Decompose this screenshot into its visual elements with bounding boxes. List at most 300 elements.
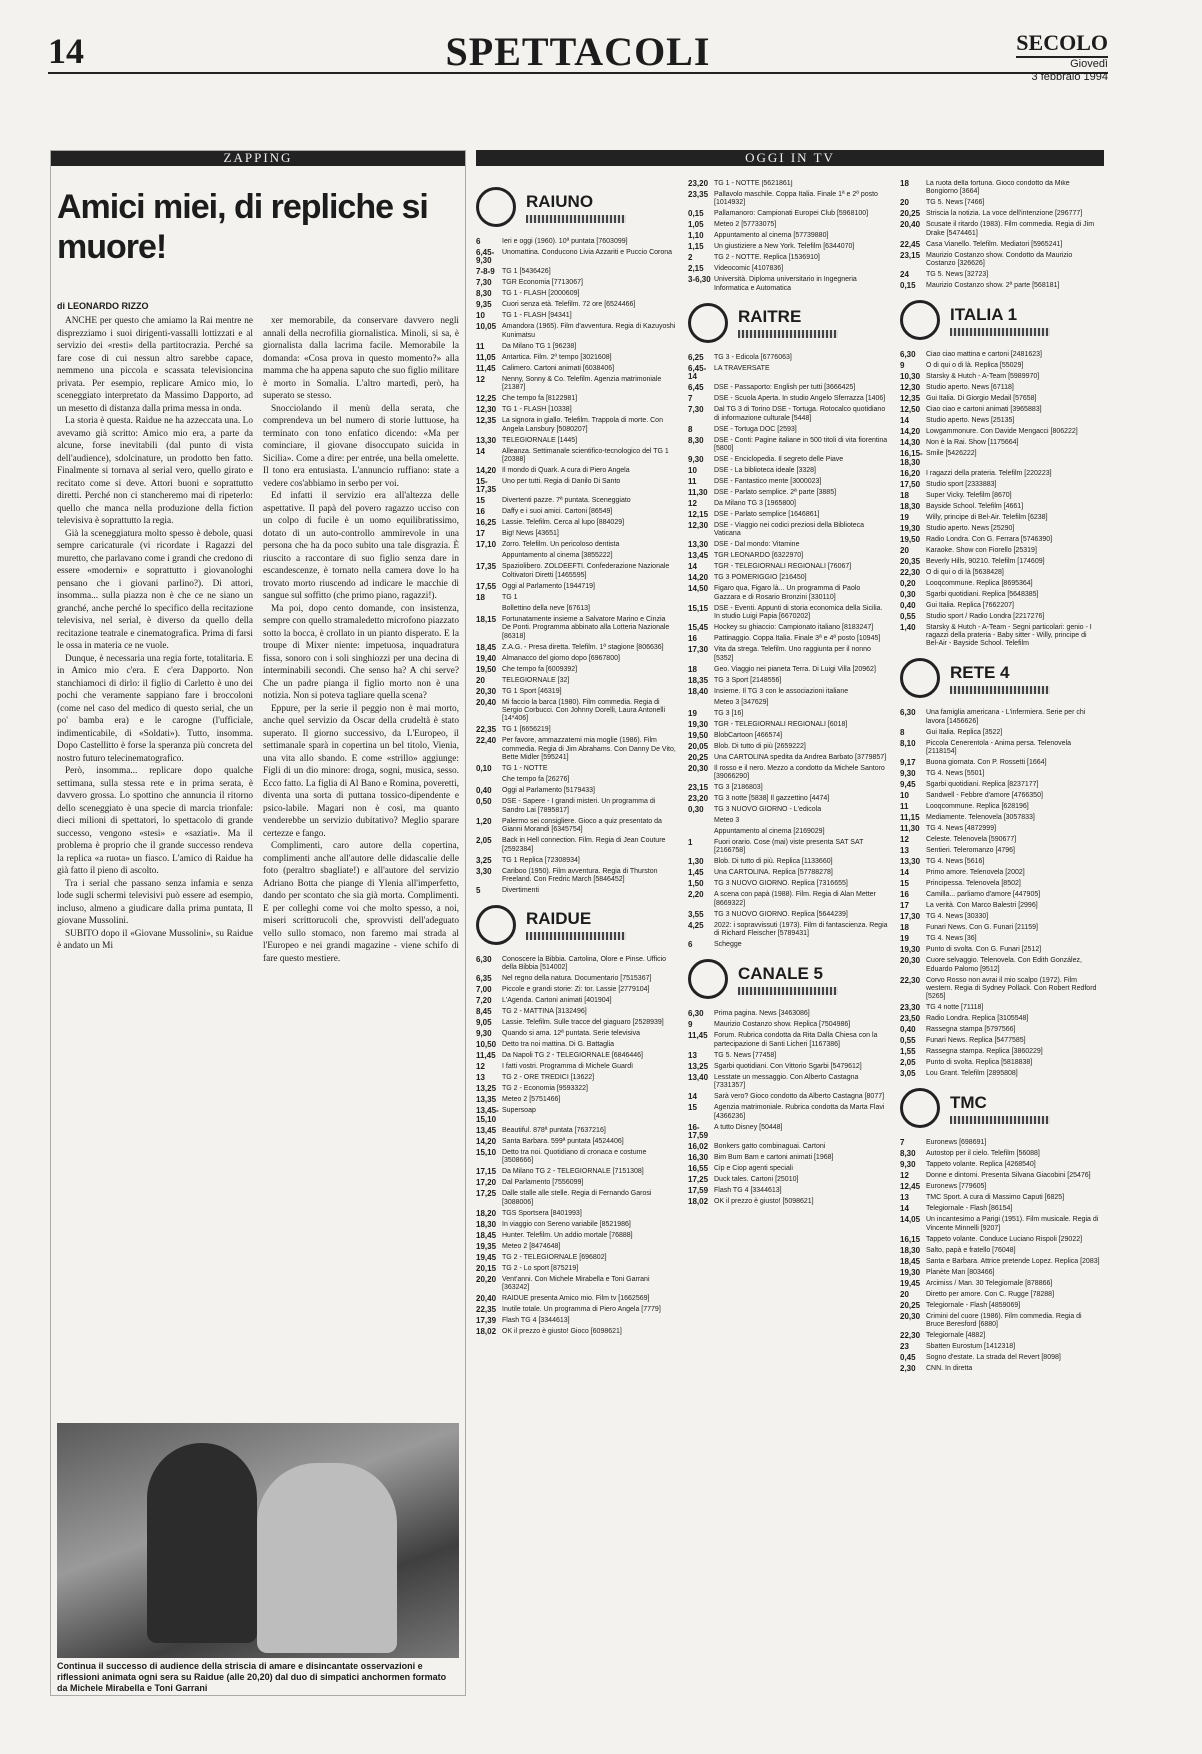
program-row bbox=[476, 688, 676, 696]
program-title: OK il prezzo è giusto! Gioco [6098621] bbox=[502, 1327, 622, 1335]
program-time: 22,30 bbox=[900, 567, 921, 577]
program-time: 11 bbox=[688, 477, 697, 487]
program-row bbox=[688, 765, 888, 782]
program-title: Forum. Rubrica condotta da Rita Dalla Chiesa con la partecipazione di Santi Licheri [1167386] bbox=[714, 1032, 878, 1048]
program-title: TG 3 Sport [2148556] bbox=[714, 676, 782, 684]
program-title: Bonkers gatto combinaguai. Cartoni bbox=[714, 1142, 826, 1150]
program-row bbox=[900, 558, 1100, 566]
program-row bbox=[476, 857, 676, 865]
program-row bbox=[900, 613, 1100, 621]
program-time: 8,45 bbox=[476, 1007, 492, 1017]
program-row bbox=[900, 1183, 1100, 1191]
program-title: La ruota della fortuna. Gioco condotto da Mike Bongiorno [3664] bbox=[926, 180, 1070, 196]
program-title: Autostop per il cielo. Telefilm [56088] bbox=[926, 1150, 1040, 1158]
program-row bbox=[688, 1032, 888, 1049]
photo-figure-right bbox=[257, 1463, 397, 1653]
program-time: 7-8-9 bbox=[476, 267, 495, 277]
program-title: Flash TG 4 [3344613] bbox=[502, 1316, 570, 1324]
program-row bbox=[688, 406, 888, 423]
program-time bbox=[688, 828, 714, 836]
program-title: Unomattina. Conducono Livia Azzariti e Puccio Corona bbox=[502, 249, 673, 256]
program-row bbox=[900, 395, 1100, 403]
program-time: 1,20 bbox=[476, 816, 492, 826]
program-title: Lowgammonure. Con Davide Mengacci [806222] bbox=[926, 428, 1078, 436]
program-time: 17 bbox=[900, 901, 909, 911]
tv-listings bbox=[476, 150, 1104, 1696]
program-row bbox=[688, 522, 888, 539]
program-row bbox=[900, 836, 1100, 844]
program-row bbox=[688, 1010, 888, 1018]
program-title: Oggi al Parlamento [1944719] bbox=[502, 582, 596, 590]
program-title: Conoscere la Bibbia. Cartolina, Olore e Pinse. Ufficio della Bibbia [514002] bbox=[502, 955, 667, 972]
program-title: Cuore selvaggio. Telenovela. Con Edith González, Eduardo Palomo [9512] bbox=[926, 957, 1082, 973]
program-time: 3-6,30 bbox=[688, 275, 711, 285]
article-paragraph: Eppure, per la serie il peggio non è mai morto, anche quel servizio da Oscar della crudeltà è stato superato. Il giorno successivo, da L'Europeo, il settimanale sparà in copertina un bel titolo, Vienia, una vita allo sbando. E come «strillo» aggiunge: Figli di un dio minore: droga, sogni, musica, sesso. Ecco fatto. La figlia di Al Bano e Romina, poveretti, diventa una sorta di puttana tossico-dipendente e psico-labile. Magari non è così, ma quanto venderebbe un servizio dubitativo? Meglio sparare certezze e fango. bbox=[263, 703, 459, 839]
article-paragraph: xer memorabile, da conservare davvero negli annali della necrofilia giornalistica. Minoli, si sa, è giornalista dalla lacrima facile. Memorabile la domanda: «Cosa prova in questo momento?» alla mamma che ha appena saputo che suo figlio militare è morto in Somalia. L'altro martedì, però, ha superato se stesso. bbox=[263, 316, 459, 401]
program-time: 12 bbox=[688, 499, 697, 509]
program-title: Rassegna stampa. Replica [3860229] bbox=[926, 1048, 1043, 1056]
program-row bbox=[476, 666, 676, 674]
program-time: 12,30 bbox=[476, 405, 497, 415]
program-time: 20,30 bbox=[900, 956, 921, 966]
channel-logo-icon bbox=[900, 658, 940, 698]
program-row bbox=[476, 776, 676, 784]
program-row bbox=[476, 1085, 676, 1093]
article-byline: di LEONARDO RIZZO bbox=[57, 301, 149, 311]
program-time: 19,45 bbox=[476, 1252, 497, 1262]
program-row bbox=[688, 232, 888, 240]
program-title: Spaziolibero. ZOLDEEFTI. Confederazione Nazionale Coltivatori Diretti [1465595] bbox=[502, 563, 670, 579]
program-time: 17,20 bbox=[476, 1178, 497, 1188]
program-row bbox=[900, 759, 1100, 767]
program-title: Non è la Rai. Show [1175664] bbox=[926, 439, 1019, 447]
program-time: 3,30 bbox=[476, 866, 492, 876]
program-time: 19,35 bbox=[476, 1241, 497, 1251]
program-time: 2,20 bbox=[688, 890, 704, 900]
program-time: 3,05 bbox=[900, 1069, 916, 1079]
program-title: Hockey su ghiaccio: Campionato italiano [8183247] bbox=[714, 624, 874, 632]
program-title: Meteo 3 [347629] bbox=[714, 698, 769, 706]
program-time: 7,20 bbox=[476, 996, 492, 1006]
program-row bbox=[476, 1052, 676, 1060]
program-row bbox=[900, 210, 1100, 218]
program-time: 1,30 bbox=[688, 857, 704, 867]
program-title: RAIDUE presenta Amico mio. Film tv [1662569] bbox=[502, 1294, 650, 1302]
program-row bbox=[476, 616, 676, 641]
channel-logo-icon bbox=[900, 1088, 940, 1128]
program-row bbox=[900, 428, 1100, 436]
program-time: 17,10 bbox=[476, 540, 497, 550]
program-row bbox=[688, 624, 888, 632]
program-title: Da Napoli TG 2 - TELEGIORNALE [6846446] bbox=[502, 1052, 643, 1060]
program-title: TG 4 notte [71118] bbox=[926, 1004, 984, 1012]
program-time: 12,45 bbox=[900, 1182, 921, 1192]
program-row bbox=[476, 279, 676, 287]
program-time: 13,40 bbox=[688, 1072, 709, 1082]
program-title: Buona giornata. Con P. Rossetti [1664] bbox=[926, 759, 1047, 767]
program-row bbox=[688, 210, 888, 218]
program-time: 17,39 bbox=[476, 1315, 497, 1325]
channel-name: RAITRE bbox=[738, 307, 802, 327]
program-title: TG 1 [6656219] bbox=[502, 726, 551, 734]
program-title: Nel regno della natura. Documentario [7515367] bbox=[502, 975, 652, 983]
program-row bbox=[900, 351, 1100, 359]
program-time: 1,10 bbox=[688, 231, 704, 241]
program-time: 0,40 bbox=[900, 600, 916, 610]
program-row bbox=[900, 536, 1100, 544]
program-time: 20,25 bbox=[900, 1300, 921, 1310]
program-title: TG 2 - Economia [9593322] bbox=[502, 1085, 588, 1093]
listing-column-3 bbox=[900, 180, 1100, 1698]
program-row bbox=[476, 1096, 676, 1104]
program-time: 16,55 bbox=[688, 1163, 709, 1173]
program-time: 10 bbox=[688, 466, 697, 476]
program-title: Celeste. Telenovela [590677] bbox=[926, 836, 1017, 844]
program-time: 7,30 bbox=[688, 405, 704, 415]
program-time: 9,05 bbox=[476, 1018, 492, 1028]
program-title: TG 4. News [5616] bbox=[926, 858, 985, 866]
program-title: TG 1 [5436426] bbox=[502, 268, 551, 276]
channel-name: ITALIA 1 bbox=[950, 304, 1018, 324]
program-time: 19 bbox=[900, 512, 909, 522]
program-title: Maurizio Costanzo show. Replica [7504986] bbox=[714, 1021, 851, 1029]
program-row bbox=[476, 1295, 676, 1303]
program-time: 13 bbox=[900, 846, 909, 856]
program-row bbox=[476, 1243, 676, 1251]
program-row bbox=[900, 481, 1100, 489]
program-title: Funari News. Con G. Funari [21159] bbox=[926, 924, 1038, 932]
program-time: 6,45 bbox=[688, 383, 704, 393]
program-time: 6,30 bbox=[476, 954, 492, 964]
program-time: 1,40 bbox=[900, 622, 916, 632]
program-title: DSE - Dal mondo: Vitamine bbox=[714, 541, 800, 549]
channel-logo-icon bbox=[688, 959, 728, 999]
program-time: 18 bbox=[900, 923, 909, 933]
program-row bbox=[688, 1074, 888, 1091]
program-row bbox=[900, 384, 1100, 392]
program-row bbox=[688, 858, 888, 866]
program-row bbox=[688, 869, 888, 877]
program-row bbox=[900, 1205, 1100, 1213]
program-time bbox=[476, 552, 502, 560]
program-time: 18 bbox=[688, 664, 697, 674]
program-time: 0,55 bbox=[900, 611, 916, 621]
program-title: Lassie. Telefilm. Sulle tracce del giaguaro [2528939] bbox=[502, 1019, 664, 1027]
program-title: Gui Italia. Di Giorgio Medail [57658] bbox=[926, 395, 1037, 403]
program-title: DSE - Enciclopedia. Il segreto delle Piave bbox=[714, 456, 844, 464]
channel-stripe bbox=[950, 686, 1050, 694]
program-time: 12,50 bbox=[900, 405, 921, 415]
program-title: TG 2 - Lo sport [875219] bbox=[502, 1264, 579, 1272]
program-time: 19,30 bbox=[688, 719, 709, 729]
program-title: Arcimiss / Man. 30 Telegiornale [878866] bbox=[926, 1279, 1053, 1287]
program-title: Tappeto volante. Conduce Luciano Rispoli [29022] bbox=[926, 1235, 1083, 1243]
program-row bbox=[900, 1247, 1100, 1255]
program-time: 17,30 bbox=[688, 645, 709, 655]
program-title: Oggi al Parlamento [5179433] bbox=[502, 787, 596, 795]
program-time: 18,45 bbox=[476, 1230, 497, 1240]
program-time: 0,15 bbox=[688, 209, 704, 219]
program-row bbox=[900, 450, 1100, 467]
program-title: Inutile totale. Un programma di Piero Angela [7779] bbox=[502, 1305, 661, 1313]
program-row bbox=[476, 249, 676, 266]
program-row bbox=[900, 1332, 1100, 1340]
program-title: LA TRAVERSATE bbox=[714, 364, 770, 372]
program-row bbox=[900, 221, 1100, 238]
program-time: 8 bbox=[688, 424, 693, 434]
program-time: 23,20 bbox=[688, 180, 709, 188]
program-row bbox=[900, 781, 1100, 789]
program-title: Pattinaggio. Coppa Italia. Finale 3ª e 4ª posto [10945] bbox=[714, 635, 881, 643]
program-row bbox=[688, 221, 888, 229]
channel-name: RETE 4 bbox=[950, 662, 1010, 682]
program-time: 17 bbox=[476, 529, 485, 539]
channel-logo-icon bbox=[476, 905, 516, 945]
program-row bbox=[900, 1070, 1100, 1078]
program-time: 19 bbox=[900, 934, 909, 944]
program-row bbox=[688, 784, 888, 792]
program-row bbox=[900, 880, 1100, 888]
program-title: Studio sport [2333883] bbox=[926, 480, 997, 488]
program-row bbox=[900, 1365, 1100, 1373]
program-row bbox=[476, 1149, 676, 1166]
program-title: TG 3 NUOVO GIORNO - L'edicola bbox=[714, 806, 822, 814]
program-time: 20,30 bbox=[900, 1311, 921, 1321]
program-row bbox=[476, 508, 676, 516]
program-title: Appuntamento al cinema [3855222] bbox=[502, 552, 613, 560]
program-time: 20,20 bbox=[476, 1274, 497, 1284]
listing-column-2 bbox=[688, 180, 888, 1698]
program-time: 4,25 bbox=[688, 920, 704, 930]
program-title: Che tempo fa [8122981] bbox=[502, 395, 578, 403]
program-row bbox=[900, 1258, 1100, 1266]
program-row bbox=[900, 709, 1100, 726]
program-row bbox=[900, 252, 1100, 269]
program-row bbox=[476, 437, 676, 445]
program-title: TGS Sportsera [8401993] bbox=[502, 1209, 582, 1217]
channel-logo-icon bbox=[688, 303, 728, 343]
program-title: Punto di svolta. Con G. Funari [2512] bbox=[926, 946, 1042, 954]
program-time: 18,30 bbox=[900, 1245, 921, 1255]
program-title: Il mondo di Quark. A cura di Piero Angela bbox=[502, 467, 630, 475]
program-title: Meteo 2 [5751466] bbox=[502, 1096, 561, 1104]
program-title: Ieri e oggi (1960). 10ª puntata [7603099] bbox=[502, 238, 628, 245]
article-paragraph: Ma poi, dopo cento domande, con insistenza, sempre con quello stramaledetto microfono piazzato sotto la bocca, è crollato in un pianto disperato. E la troupe di Mixer niente: impetuosa, inquadratura fissa, sonoro con i soli singhiozzi per una decina di interminabili secondi. Che senso ha? A chi serve? Che un padre pianga il figlio morto non è una notizia. Non si poteva tagliare quella scena? bbox=[263, 603, 459, 701]
program-title: Mediamente. Telenovela [3057833] bbox=[926, 814, 1035, 822]
program-row bbox=[900, 602, 1100, 610]
program-time: 16-17,59 bbox=[688, 1122, 709, 1140]
program-time: 20,30 bbox=[688, 763, 709, 773]
program-time: 18,30 bbox=[476, 1219, 497, 1229]
program-row bbox=[476, 343, 676, 351]
program-row bbox=[476, 798, 676, 815]
program-row bbox=[688, 646, 888, 663]
program-title: TGR Economia [7713067] bbox=[502, 279, 583, 287]
program-row bbox=[900, 1280, 1100, 1288]
program-title: BlobCartoon [466574] bbox=[714, 731, 783, 739]
program-time: 6 bbox=[476, 237, 481, 246]
program-time: 9,45 bbox=[900, 780, 916, 790]
program-time: 20 bbox=[900, 1289, 909, 1299]
program-row bbox=[900, 902, 1100, 910]
section-title: SPETTACOLI bbox=[445, 29, 711, 74]
program-row bbox=[476, 818, 676, 835]
program-row bbox=[476, 448, 676, 465]
program-time: 8,30 bbox=[476, 289, 492, 299]
program-row bbox=[476, 552, 676, 560]
program-title: Detto tra noi mattina. Di G. Battaglia bbox=[502, 1041, 615, 1049]
program-row bbox=[900, 503, 1100, 511]
photo-caption: Continua il successo di audience della striscia di amare e disincantate osservazioni e riflessioni animata ogni sera su Raidue (alle 20,20) dal duo di simpatici anchormen formato da Michele Mirabella e Toni Garrani bbox=[57, 1661, 447, 1693]
program-row bbox=[900, 957, 1100, 974]
program-time: 2,05 bbox=[900, 1058, 916, 1068]
program-title: Una CARTOLINA spedita da Andrea Barbato [3779857] bbox=[714, 753, 887, 761]
program-title: Blob. Di tutto di più. Replica [1133660] bbox=[714, 858, 833, 866]
program-time: 0,50 bbox=[476, 797, 492, 807]
program-row bbox=[688, 806, 888, 814]
program-time: 10,50 bbox=[476, 1040, 497, 1050]
program-time: 14 bbox=[900, 868, 909, 878]
program-row bbox=[476, 1127, 676, 1135]
program-row bbox=[900, 858, 1100, 866]
program-time: 0,40 bbox=[900, 1025, 916, 1035]
program-time: 17,30 bbox=[900, 912, 921, 922]
program-row bbox=[688, 1052, 888, 1060]
program-time: 22,35 bbox=[476, 725, 497, 735]
program-title: CNN. In diretta bbox=[926, 1365, 973, 1373]
program-title: DSE - Parlato semplice. 2ª parte [3885] bbox=[714, 489, 837, 497]
program-title: La signora in giallo. Telefilm. Trappola di morte. Con Angela Lansbury [5080207] bbox=[502, 417, 663, 433]
program-time: 14,30 bbox=[900, 438, 921, 448]
program-title: Sbatten Eurostum [1412318] bbox=[926, 1343, 1016, 1351]
program-time: 0,55 bbox=[900, 1036, 916, 1046]
program-time: 15 bbox=[476, 496, 485, 506]
program-title: La verità. Con Marco Balestri [2996] bbox=[926, 902, 1038, 910]
program-time: 2,15 bbox=[688, 264, 704, 274]
program-time: 20,25 bbox=[900, 209, 921, 219]
program-row bbox=[688, 541, 888, 549]
program-title: TG 3 - Edicola [6776063] bbox=[714, 353, 792, 361]
program-time: 1,55 bbox=[900, 1047, 916, 1057]
program-title: TGR - TELEGIORNALI REGIONALI [76067] bbox=[714, 563, 852, 571]
program-title: Prima pagina. News [3463086] bbox=[714, 1010, 810, 1018]
program-title: OK il prezzo è giusto! [5098621] bbox=[714, 1197, 814, 1205]
program-time: 13,35 bbox=[476, 1095, 497, 1105]
program-row bbox=[900, 271, 1100, 279]
program-time: 23,15 bbox=[688, 783, 709, 793]
program-title: TELEGIORNALE [32] bbox=[502, 676, 570, 684]
program-time: 23 bbox=[900, 1342, 909, 1352]
program-row bbox=[476, 406, 676, 414]
program-title: I ragazzi della prateria. Telefilm [220223] bbox=[926, 469, 1052, 477]
program-title: Cuori senza età. Telefilm. 72 ore [6524466] bbox=[502, 301, 636, 309]
program-title: Studio sport / Radio Londra [2217276] bbox=[926, 612, 1045, 620]
program-row bbox=[476, 699, 676, 724]
program-row bbox=[476, 583, 676, 591]
program-time: 22,40 bbox=[476, 736, 497, 746]
program-time: 18,20 bbox=[476, 1208, 497, 1218]
channel-stripe bbox=[526, 932, 626, 940]
program-time: 12,25 bbox=[476, 394, 497, 404]
program-row bbox=[688, 911, 888, 919]
program-row bbox=[476, 1190, 676, 1207]
program-row bbox=[476, 530, 676, 538]
program-time: 7 bbox=[900, 1138, 905, 1148]
program-time: 18,35 bbox=[688, 675, 709, 685]
program-row bbox=[900, 362, 1100, 370]
program-row bbox=[688, 732, 888, 740]
program-title: Calimero. Cartoni animati [6038406] bbox=[502, 364, 615, 372]
program-title: Fuori orario. Cose (mai) viste presenta SAT SAT [2166758] bbox=[714, 839, 864, 855]
program-row bbox=[476, 1317, 676, 1325]
program-time: 3,25 bbox=[476, 855, 492, 865]
program-title: Looqcommune. Replica [8695364] bbox=[926, 579, 1033, 587]
program-title: Telegiornale [4882] bbox=[926, 1332, 986, 1340]
program-title: Duck tales. Cartoni [25010] bbox=[714, 1175, 799, 1183]
program-time: 22,45 bbox=[900, 239, 921, 249]
program-time: 20,35 bbox=[900, 556, 921, 566]
program-title: Crimini del cuore (1986). Film commedia. Regia di Bruce Beresford [6880] bbox=[926, 1312, 1082, 1329]
program-row bbox=[688, 688, 888, 696]
program-row bbox=[900, 1161, 1100, 1169]
program-title: Piccole e grandi storie: Zi: tor. Lassie [2779104] bbox=[502, 986, 650, 994]
program-row bbox=[688, 666, 888, 674]
program-time: 11 bbox=[900, 802, 909, 812]
program-time: 14 bbox=[476, 446, 485, 456]
program-time: 13,25 bbox=[688, 1061, 709, 1071]
program-row bbox=[688, 500, 888, 508]
program-row bbox=[476, 997, 676, 1005]
program-row bbox=[688, 839, 888, 856]
program-title: Corvo Rosso non avrai il mio scalpo (1972). Film western. Regia di Sydney Pollack. Con Robert Redford [5265] bbox=[926, 976, 1097, 1001]
program-title: Uno per tutti. Regia di Danilo Di Santo bbox=[502, 478, 621, 486]
program-time: 19,50 bbox=[900, 534, 921, 544]
program-title: Amandora (1965). Film d'avventura. Regia di Kazuyoshi Kunimatsu bbox=[502, 323, 676, 339]
program-row bbox=[688, 563, 888, 571]
program-row bbox=[476, 837, 676, 854]
program-time bbox=[476, 776, 502, 784]
program-title: Daffy e i suoi amici. Cartoni [86549] bbox=[502, 508, 613, 516]
program-title: TMC Sport. A cura di Massimo Caputi [6825] bbox=[926, 1194, 1065, 1202]
program-title: Insieme. Il TG 3 con le associazioni italiane bbox=[714, 687, 849, 695]
program-time: 14,20 bbox=[900, 427, 921, 437]
newspaper-name: SECOLO bbox=[1016, 30, 1108, 58]
program-row bbox=[476, 956, 676, 973]
program-time: 17,59 bbox=[688, 1185, 709, 1195]
program-time: 15-17,35 bbox=[476, 477, 497, 495]
program-time: 6,45-14 bbox=[688, 363, 707, 382]
program-title: Funari News. Replica [5477585] bbox=[926, 1037, 1026, 1045]
channel-stripe bbox=[950, 328, 1050, 336]
program-row bbox=[900, 814, 1100, 822]
program-time: 13 bbox=[688, 1050, 697, 1060]
program-time: 20,15 bbox=[476, 1263, 497, 1273]
program-title: Planète Man [803466] bbox=[926, 1268, 995, 1276]
program-row bbox=[688, 795, 888, 803]
program-time: 12,35 bbox=[900, 394, 921, 404]
program-row bbox=[900, 1302, 1100, 1310]
program-time: 16,15 bbox=[900, 1234, 921, 1244]
program-time: 12 bbox=[900, 1171, 909, 1181]
program-time: 17,25 bbox=[476, 1189, 497, 1199]
program-row bbox=[900, 1150, 1100, 1158]
program-row bbox=[900, 180, 1100, 197]
program-time: 20,40 bbox=[476, 697, 497, 707]
program-row bbox=[900, 825, 1100, 833]
program-row bbox=[900, 1343, 1100, 1351]
program-row bbox=[476, 1221, 676, 1229]
program-time: 0,15 bbox=[900, 281, 916, 291]
